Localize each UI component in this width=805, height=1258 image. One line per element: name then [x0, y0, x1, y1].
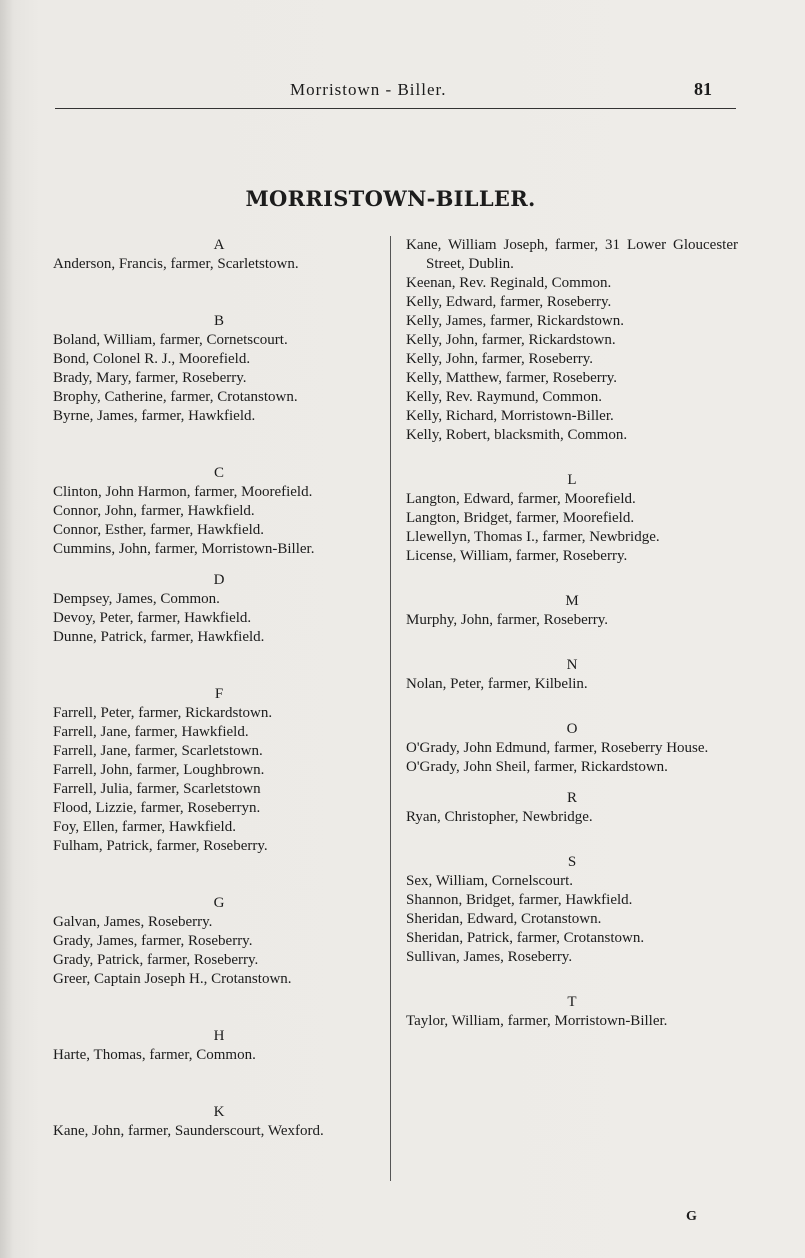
- section-letter: A: [213, 237, 225, 253]
- directory-entry: Flood, Lizzie, farmer, Roseberryn.: [53, 800, 261, 816]
- section-letter: S: [567, 854, 577, 870]
- directory-entry: Greer, Captain Joseph H., Crotanstown.: [53, 971, 292, 987]
- section-letter: M: [565, 593, 579, 609]
- directory-entry: Kelly, Richard, Morristown-Biller.: [406, 408, 614, 424]
- section-letter: F: [214, 686, 224, 702]
- section-letter: L: [567, 472, 577, 488]
- letter-section: [53, 894, 385, 989]
- directory-entry: Kelly, John, farmer, Rickardstown.: [406, 332, 616, 348]
- directory-entry: Boland, William, farmer, Cornetscourt.: [53, 332, 288, 348]
- directory-entry: Llewellyn, Thomas I., farmer, Newbridge.: [406, 529, 660, 545]
- directory-entry: Fulham, Patrick, farmer, Roseberry.: [53, 838, 268, 854]
- letter-section: [406, 236, 738, 445]
- section-letter: K: [213, 1104, 225, 1120]
- directory-entry: Taylor, William, farmer, Morristown-Biller.: [406, 1013, 668, 1029]
- directory-entry: Brophy, Catherine, farmer, Crotanstown.: [53, 389, 298, 405]
- directory-entry: Kelly, Edward, farmer, Roseberry.: [406, 294, 612, 310]
- directory-entry: Kelly, Matthew, farmer, Roseberry.: [406, 370, 617, 386]
- letter-section: [406, 853, 738, 967]
- left-column: [53, 236, 385, 1141]
- letter-section: [406, 471, 738, 566]
- header-rule: [55, 108, 736, 109]
- directory-entry: O'Grady, John Edmund, farmer, Roseberry House.: [406, 740, 709, 756]
- directory-entry: Ryan, Christopher, Newbridge.: [406, 809, 593, 825]
- directory-entry: Galvan, James, Roseberry.: [53, 914, 213, 930]
- section-letter: C: [213, 465, 224, 481]
- directory-entry: Farrell, Peter, farmer, Rickardstown.: [53, 705, 273, 721]
- directory-entry: Dunne, Patrick, farmer, Hawkfield.: [53, 629, 265, 645]
- section-letter: T: [567, 994, 577, 1010]
- right-column: [406, 236, 738, 1031]
- directory-entry: License, William, farmer, Roseberry.: [406, 548, 628, 564]
- directory-entry: Grady, James, farmer, Roseberry.: [53, 933, 253, 949]
- letter-section: [53, 685, 385, 856]
- directory-entry: Foy, Ellen, farmer, Hawkfield.: [53, 819, 236, 835]
- directory-entry: Kelly, James, farmer, Rickardstown.: [406, 313, 624, 329]
- letter-section: [406, 789, 738, 827]
- directory-entry: Kelly, Robert, blacksmith, Common.: [406, 427, 628, 443]
- section-letter: R: [566, 790, 577, 806]
- directory-entry: Shannon, Bridget, farmer, Hawkfield.: [406, 892, 633, 908]
- directory-entry: Nolan, Peter, farmer, Kilbelin.: [406, 676, 588, 692]
- signature-mark: G: [686, 1209, 697, 1224]
- directory-entry: Grady, Patrick, farmer, Roseberry.: [53, 952, 259, 968]
- letter-section: [53, 571, 385, 647]
- directory-entry: Connor, Esther, farmer, Hawkfield.: [53, 522, 265, 538]
- directory-entry: Sex, William, Cornelscourt.: [406, 873, 574, 889]
- letter-section: [53, 1103, 385, 1141]
- page-title-text: MORRISTOWN-BILLER.: [245, 186, 536, 211]
- section-letter: G: [213, 895, 225, 911]
- column-divider: [390, 236, 391, 1181]
- directory-entry: Farrell, Jane, farmer, Hawkfield.: [53, 724, 249, 740]
- section-letter: N: [566, 657, 578, 673]
- section-letter: B: [213, 313, 224, 329]
- directory-entry: Sheridan, Patrick, farmer, Crotanstown.: [406, 930, 645, 946]
- directory-entry: Bond, Colonel R. J., Moorefield.: [53, 351, 251, 367]
- letter-section: [406, 720, 738, 777]
- directory-entry: Sullivan, James, Roseberry.: [406, 949, 573, 965]
- directory-entry: Kane, William Joseph, farmer, 31 Lower Gloucester Street, Dublin.: [406, 237, 738, 272]
- directory-entry: Langton, Bridget, farmer, Moorefield.: [406, 510, 635, 526]
- directory-entry: Langton, Edward, farmer, Moorefield.: [406, 491, 636, 507]
- directory-entry: Devoy, Peter, farmer, Hawkfield.: [53, 610, 252, 626]
- page-title: [0, 186, 805, 211]
- directory-entry: Farrell, Julia, farmer, Scarletstown: [53, 781, 261, 797]
- directory-entry: O'Grady, John Sheil, farmer, Rickardstown.: [406, 759, 668, 775]
- letter-section: [406, 656, 738, 694]
- letter-section: [53, 312, 385, 426]
- letter-section: [53, 236, 385, 274]
- directory-entry: Connor, John, farmer, Hawkfield.: [53, 503, 255, 519]
- directory-entry: Cummins, John, farmer, Morristown-Biller.: [53, 541, 315, 557]
- directory-entry: Anderson, Francis, farmer, Scarletstown.: [53, 256, 299, 272]
- directory-entry: Kane, John, farmer, Saunderscourt, Wexford.: [53, 1123, 324, 1139]
- directory-entry: Sheridan, Edward, Crotanstown.: [406, 911, 602, 927]
- directory-entry: Murphy, John, farmer, Roseberry.: [406, 612, 608, 628]
- directory-entry: Byrne, James, farmer, Hawkfield.: [53, 408, 256, 424]
- section-letter: H: [213, 1028, 225, 1044]
- section-letter: D: [213, 572, 225, 588]
- directory-entry: Farrell, Jane, farmer, Scarletstown.: [53, 743, 263, 759]
- directory-entry: Kelly, John, farmer, Roseberry.: [406, 351, 593, 367]
- running-head: Morristown - Biller.: [290, 80, 447, 99]
- letter-section: [406, 592, 738, 630]
- letter-section: [406, 993, 738, 1031]
- letter-section: [53, 1027, 385, 1065]
- directory-entry: Dempsey, James, Common.: [53, 591, 220, 607]
- directory-entry: Keenan, Rev. Reginald, Common.: [406, 275, 612, 291]
- directory-entry: Harte, Thomas, farmer, Common.: [53, 1047, 256, 1063]
- letter-section: [53, 464, 385, 559]
- directory-entry: Kelly, Rev. Raymund, Common.: [406, 389, 602, 405]
- directory-entry: Farrell, John, farmer, Loughbrown.: [53, 762, 265, 778]
- section-letter: O: [566, 721, 578, 737]
- directory-entry: Clinton, John Harmon, farmer, Moorefield.: [53, 484, 313, 500]
- directory-entry: Brady, Mary, farmer, Roseberry.: [53, 370, 247, 386]
- page-number: 81: [694, 79, 712, 99]
